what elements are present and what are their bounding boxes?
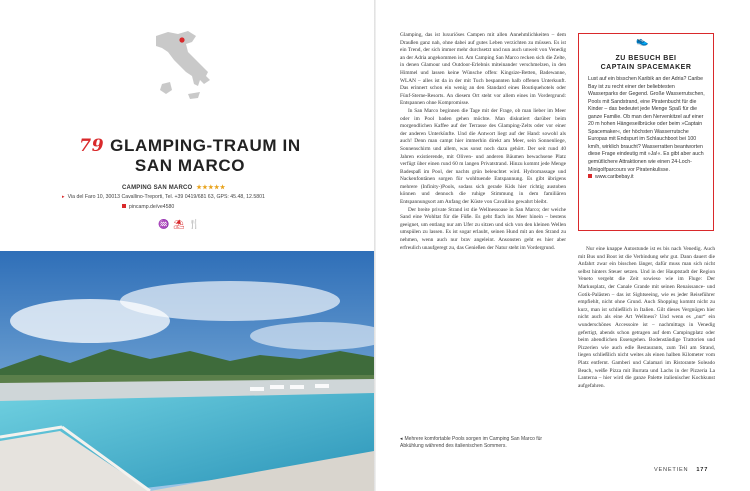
square-bullet-icon [122,204,126,208]
caption-pointer-icon: ◂ [400,436,403,442]
caption-text: Mehrere komfortable Pools sorgen im Camping San Marco für Abkühlung während des italienischen Sommers. [400,436,543,449]
amenity-icons [158,219,200,230]
triangle-bullet-icon: ▸ [62,194,65,200]
url-text[interactable]: pincamp.de/ve4580 [129,204,175,210]
address-text: Via del Faro 10, 30013 Cavallino-Treporti, Tel. +39 0419/681 63, GPS: 45.48, 12.5801 [67,194,265,200]
article-paragraph: Nur eine knappe Autostunde ist es bis nach Venedig. Auch mit Bus und Boot ist die Verbindung sehr gut. Dann dauert die Anfahrt zwar ein bisschen länger, dafür muss man sich nicht selbst hinters Steuer setzen. Und in der Hauptstadt der Region Veneto vergeht die Zeit sowieso wie im Fluge: Der Markusplatz, der Canale Grande mit seinen Renaissance- und Gotik-Palästen – das ist Sightseeing, wie es jeder Reiseführer empfiehlt, nicht ohne Grund. Auch Shopping kommt nicht zu kurz, man ist schließlich in Italien. Gilt dieses Vergnügen hier nicht auch als eine Art Wellness? Und wenn es „nur“ ein wunderschönes Accessoire ist – nachmittags in Venedig gefertigt, abends schon getragen auf dem Campingplatz oder beim abendlichen Essengehen. Bodenständige Trattorien und Pizzerien wie auch edle Restaurants, zum Teil am Strand, liegen schließlich nicht weites als einen halben Kilometer vom Platz entfernt. Gamberi und Calamari im Ristorante Soleado Beach, weiße Pizza mit Burrata und Lachs in der Pizzeria La Lanterna – hier wird die ganze Palette italienischer Kochkunst aufgefahren. [578,246,715,389]
pool-photo [0,251,374,491]
campsite-url[interactable] [122,204,174,210]
entry-number: 79 [79,136,105,156]
rating-stars: ★★★★★ [196,185,226,191]
sidebar-title [582,54,710,72]
article-paragraph: In San Marco beginnen die Tage mit der Frage, ob man lieber im Meer oder im Pool baden gehen möchte. Man diskutiert darüber beim morgendlichen Kaffee auf der Terrasse des Glamping-Zelts oder vor einer der anderen Unterkünfte. Und die Antwort liegt auf der Hand: sowohl als auch! Denn man campt hier immerhin direkt am Meer, sein Sonnenliege, Sonnenschirm und allem, was sonst noch dazu gehört. Der seit rund 40 Jahren existierende, mit Oliven- und anderen Bäumen bewachsene Platz verfügt über einen rund 60 m langen Privatstrand. Hinzu kommt jede Menge Badespaß im Pool, der nachts grün beleuchtet wird. Hydromassage und Nackenfontänen sorgen für wohltuende Entspannung. Es gibt übrigens mehrere (Infinity-)Pools, sodass sich gerade Kids hier richtig austoben können und dennoch die ruhige Stimmung in dem familiären Entspannungsort am Anfang der Küste von Cavallino gewahrt bleibt. [400,107,566,206]
sidebar-body [588,76,706,182]
restaurant-icon: 🍴 [188,219,200,229]
article-paragraph: Der breite private Strand ist die Wellnessoase in San Marco; der weiche Sand eine Wohltat für die Füße. Es geht flach ins Meer hinein – bestens geeignet, um entlang nur am Ufer zu sitzen und sich von den kleinen Wellen umspülen zu lassen. Es ist sogar erlaubt, seinen Hund mit an den Strand zu nehmen, wenn auch nur brav angeleint. Ansonsten geht es hier aber erfreulich unaufgeregt zu, das Genießen der Natur steht im Vordergrund. [400,206,566,251]
page-number: 177 [696,467,709,473]
sidebar-link[interactable]: www.caribebay.it [595,174,634,181]
pool-icon: ♒ [158,219,170,229]
page-title [40,136,340,176]
square-bullet-icon [588,174,592,178]
title-line-2: SAN MARCO [134,156,246,175]
title-line-1: GLAMPING-TRAUM IN [110,136,301,155]
page-gutter [374,0,376,491]
article-paragraph: Glamping, das ist luxuriöses Campen mit allen Annehmlichkeiten – dem Draußen ganz nah, ohne dabei auf gutes Leben verzichten zu müssen. Es ist ein Trend, der sich immer mehr durchsetzt und nun auch unweit von Venedig an der Adria angekommen ist. Am Camping San Marco recken sich die Zelte, in denen Glamour und Outdoor-Erlebnis miteinander verschmelzen, in den Himmel und lassen keine Wünsche offen: Kingsize-Betten, Badewanne, WLAN – alles ist da in der mit Tuch bespannten halb offenen Unterkunft. Das erinnert schon ein wenig an den Standard eines Boutiquehotels oder Fünf-Sterne-Resorts. An diesem Ort steht vor allem eines im Vordergrund: Entspannen ohne Kompromisse. [400,32,566,107]
italy-map-icon [148,28,212,106]
page-footer [654,467,708,473]
photo-caption [400,436,566,450]
sidebar-title-line-2: CAPTAIN SPACEMAKER [600,64,692,71]
campsite-name-text: CAMPING SAN MARCO [122,185,193,191]
shoe-icon: 👟 [636,36,649,47]
sidebar-title-line-1: ZU BESUCH BEI [615,55,677,62]
article-column-1 [400,32,566,252]
sidebar-body-text: Lust auf ein bisschen Karibik an der Adria? Caribe Bay ist zu recht einer der beliebtesten Wasserparks der Gegend. Große Wasserrutschen, Pools mit Sandstrand, eine Piratenbucht für die Kinder – das bedeutet jede Menge Spaß für die ganze Familie. Ob man den Nervenkitzel auf einer 20 m hohen Hängeseilbrücke oder beim »Captain Spacemaker«, der höchsten Wasserrutsche Europas mit Endspurt im Schlauchboot bei 100 km/h, wirklich braucht? Wasserratten beantworten diese Frage eindeutig mit »Ja!«. Es gibt aber auch gemütlichere Attraktionen wie einen 24-Loch-Minigolfparcours vor Piratenkulisse. [588,76,705,173]
footer-region: VENETIEN [654,467,689,473]
campsite-name [122,184,322,191]
campsite-address [62,194,342,200]
article-column-2 [578,246,715,390]
beach-icon: ⛱ [173,219,185,229]
